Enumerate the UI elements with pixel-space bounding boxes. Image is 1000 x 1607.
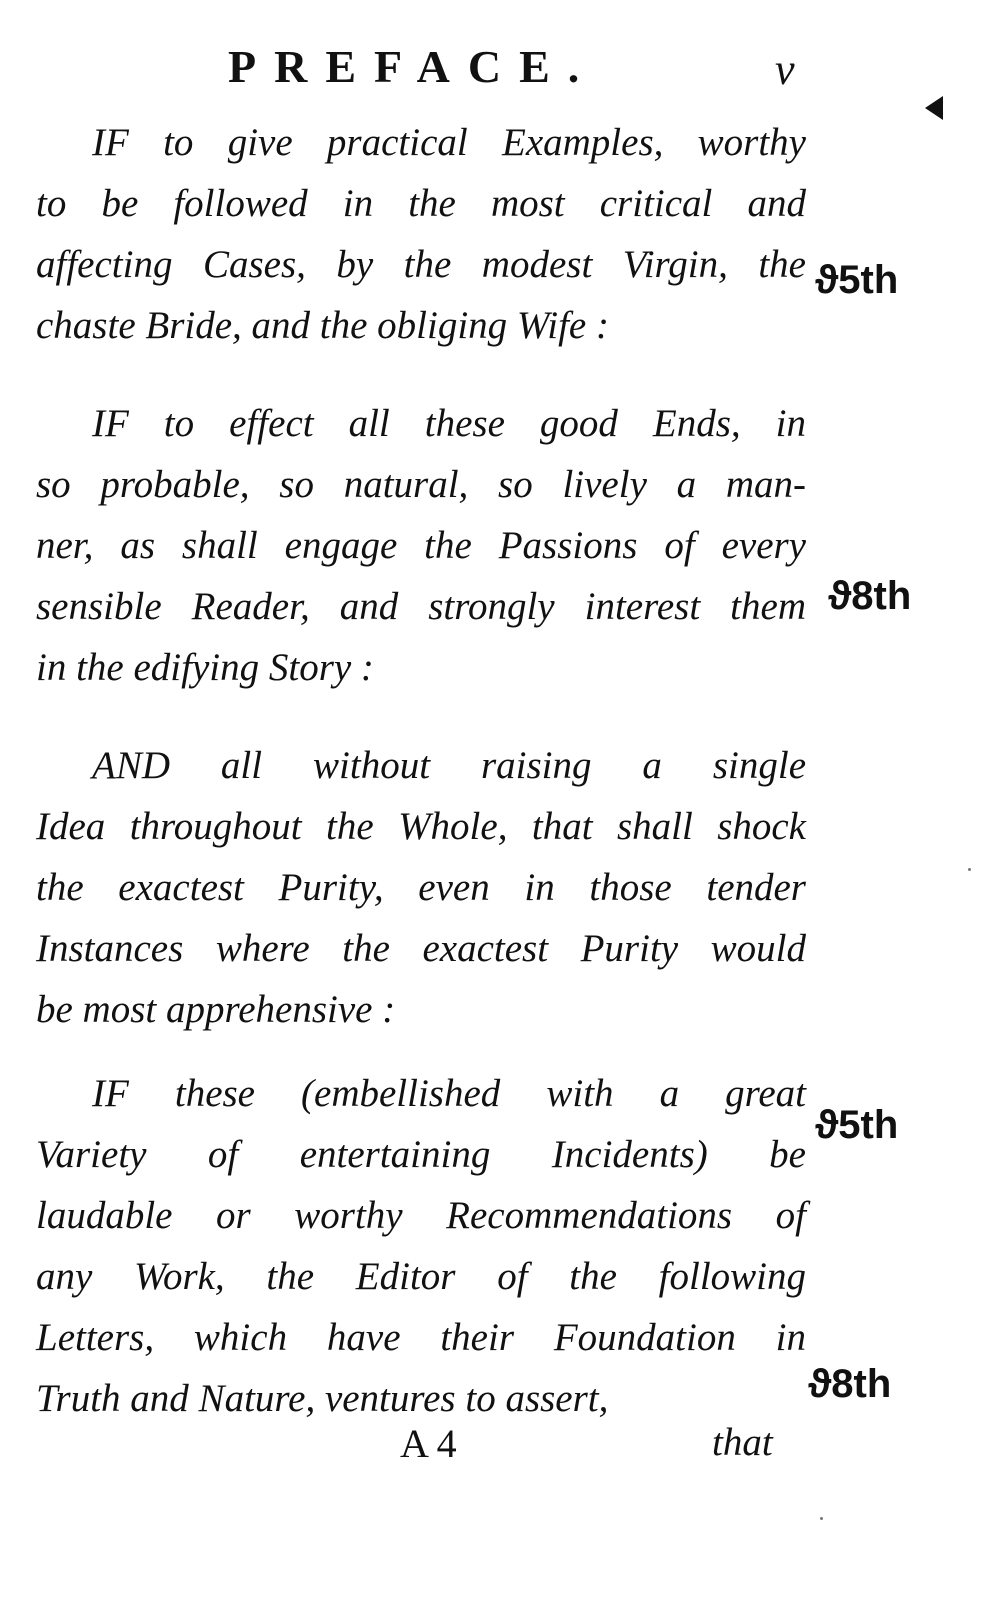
catchword: that	[712, 1421, 773, 1464]
text-line: Instances where the exactest Purity would	[36, 927, 806, 970]
text-line: ner, as shall engage the Passions of every	[36, 524, 806, 567]
text-line: so probable, so natural, so lively a man-	[36, 463, 806, 506]
margin-note: ϑ5th	[815, 1103, 899, 1147]
paragraph-4	[36, 1063, 806, 1429]
text-line: affecting Cases, by the modest Virgin, the	[36, 243, 806, 286]
text-line: Variety of entertaining Incidents) be	[36, 1133, 806, 1176]
margin-note: ϑ8th	[808, 1362, 892, 1406]
page-header	[0, 40, 1000, 110]
text-line: Idea throughout the Whole, that shall shock	[36, 805, 806, 848]
margin-note: ϑ8th	[828, 574, 912, 618]
text-line: laudable or worthy Recommendations of	[36, 1194, 806, 1237]
text-line: to be followed in the most critical and	[36, 182, 806, 225]
signature-mark: A 4	[400, 1421, 457, 1466]
page-footer	[0, 1420, 1000, 1480]
text-line: IF to effect all these good Ends, in	[92, 402, 806, 445]
running-title: PREFACE.	[228, 41, 598, 92]
text-line: chaste Bride, and the obliging Wife :	[36, 304, 609, 347]
margin-note: ϑ5th	[815, 258, 899, 302]
page-number: v	[775, 45, 795, 94]
text-line: be most apprehensive :	[36, 988, 396, 1031]
text-line: IF these (embellished with a great	[92, 1072, 806, 1115]
paper-speck	[968, 868, 971, 871]
text-line: IF to give practical Examples, worthy	[92, 121, 806, 164]
text-line: Letters, which have their Foundation in	[36, 1316, 806, 1359]
corner-arrow-icon	[925, 96, 943, 120]
paragraph-3	[36, 735, 806, 1040]
paragraph-2	[36, 393, 806, 698]
text-line: in the edifying Story :	[36, 646, 374, 689]
text-line: Truth and Nature, ventures to assert,	[36, 1377, 609, 1420]
text-line: sensible Reader, and strongly interest them	[36, 585, 806, 628]
text-line: the exactest Purity, even in those tender	[36, 866, 806, 909]
text-line: any Work, the Editor of the following	[36, 1255, 806, 1298]
text-line: AND all without raising a single	[92, 744, 806, 787]
paragraph-1	[36, 112, 806, 356]
paper-speck	[820, 1517, 823, 1520]
